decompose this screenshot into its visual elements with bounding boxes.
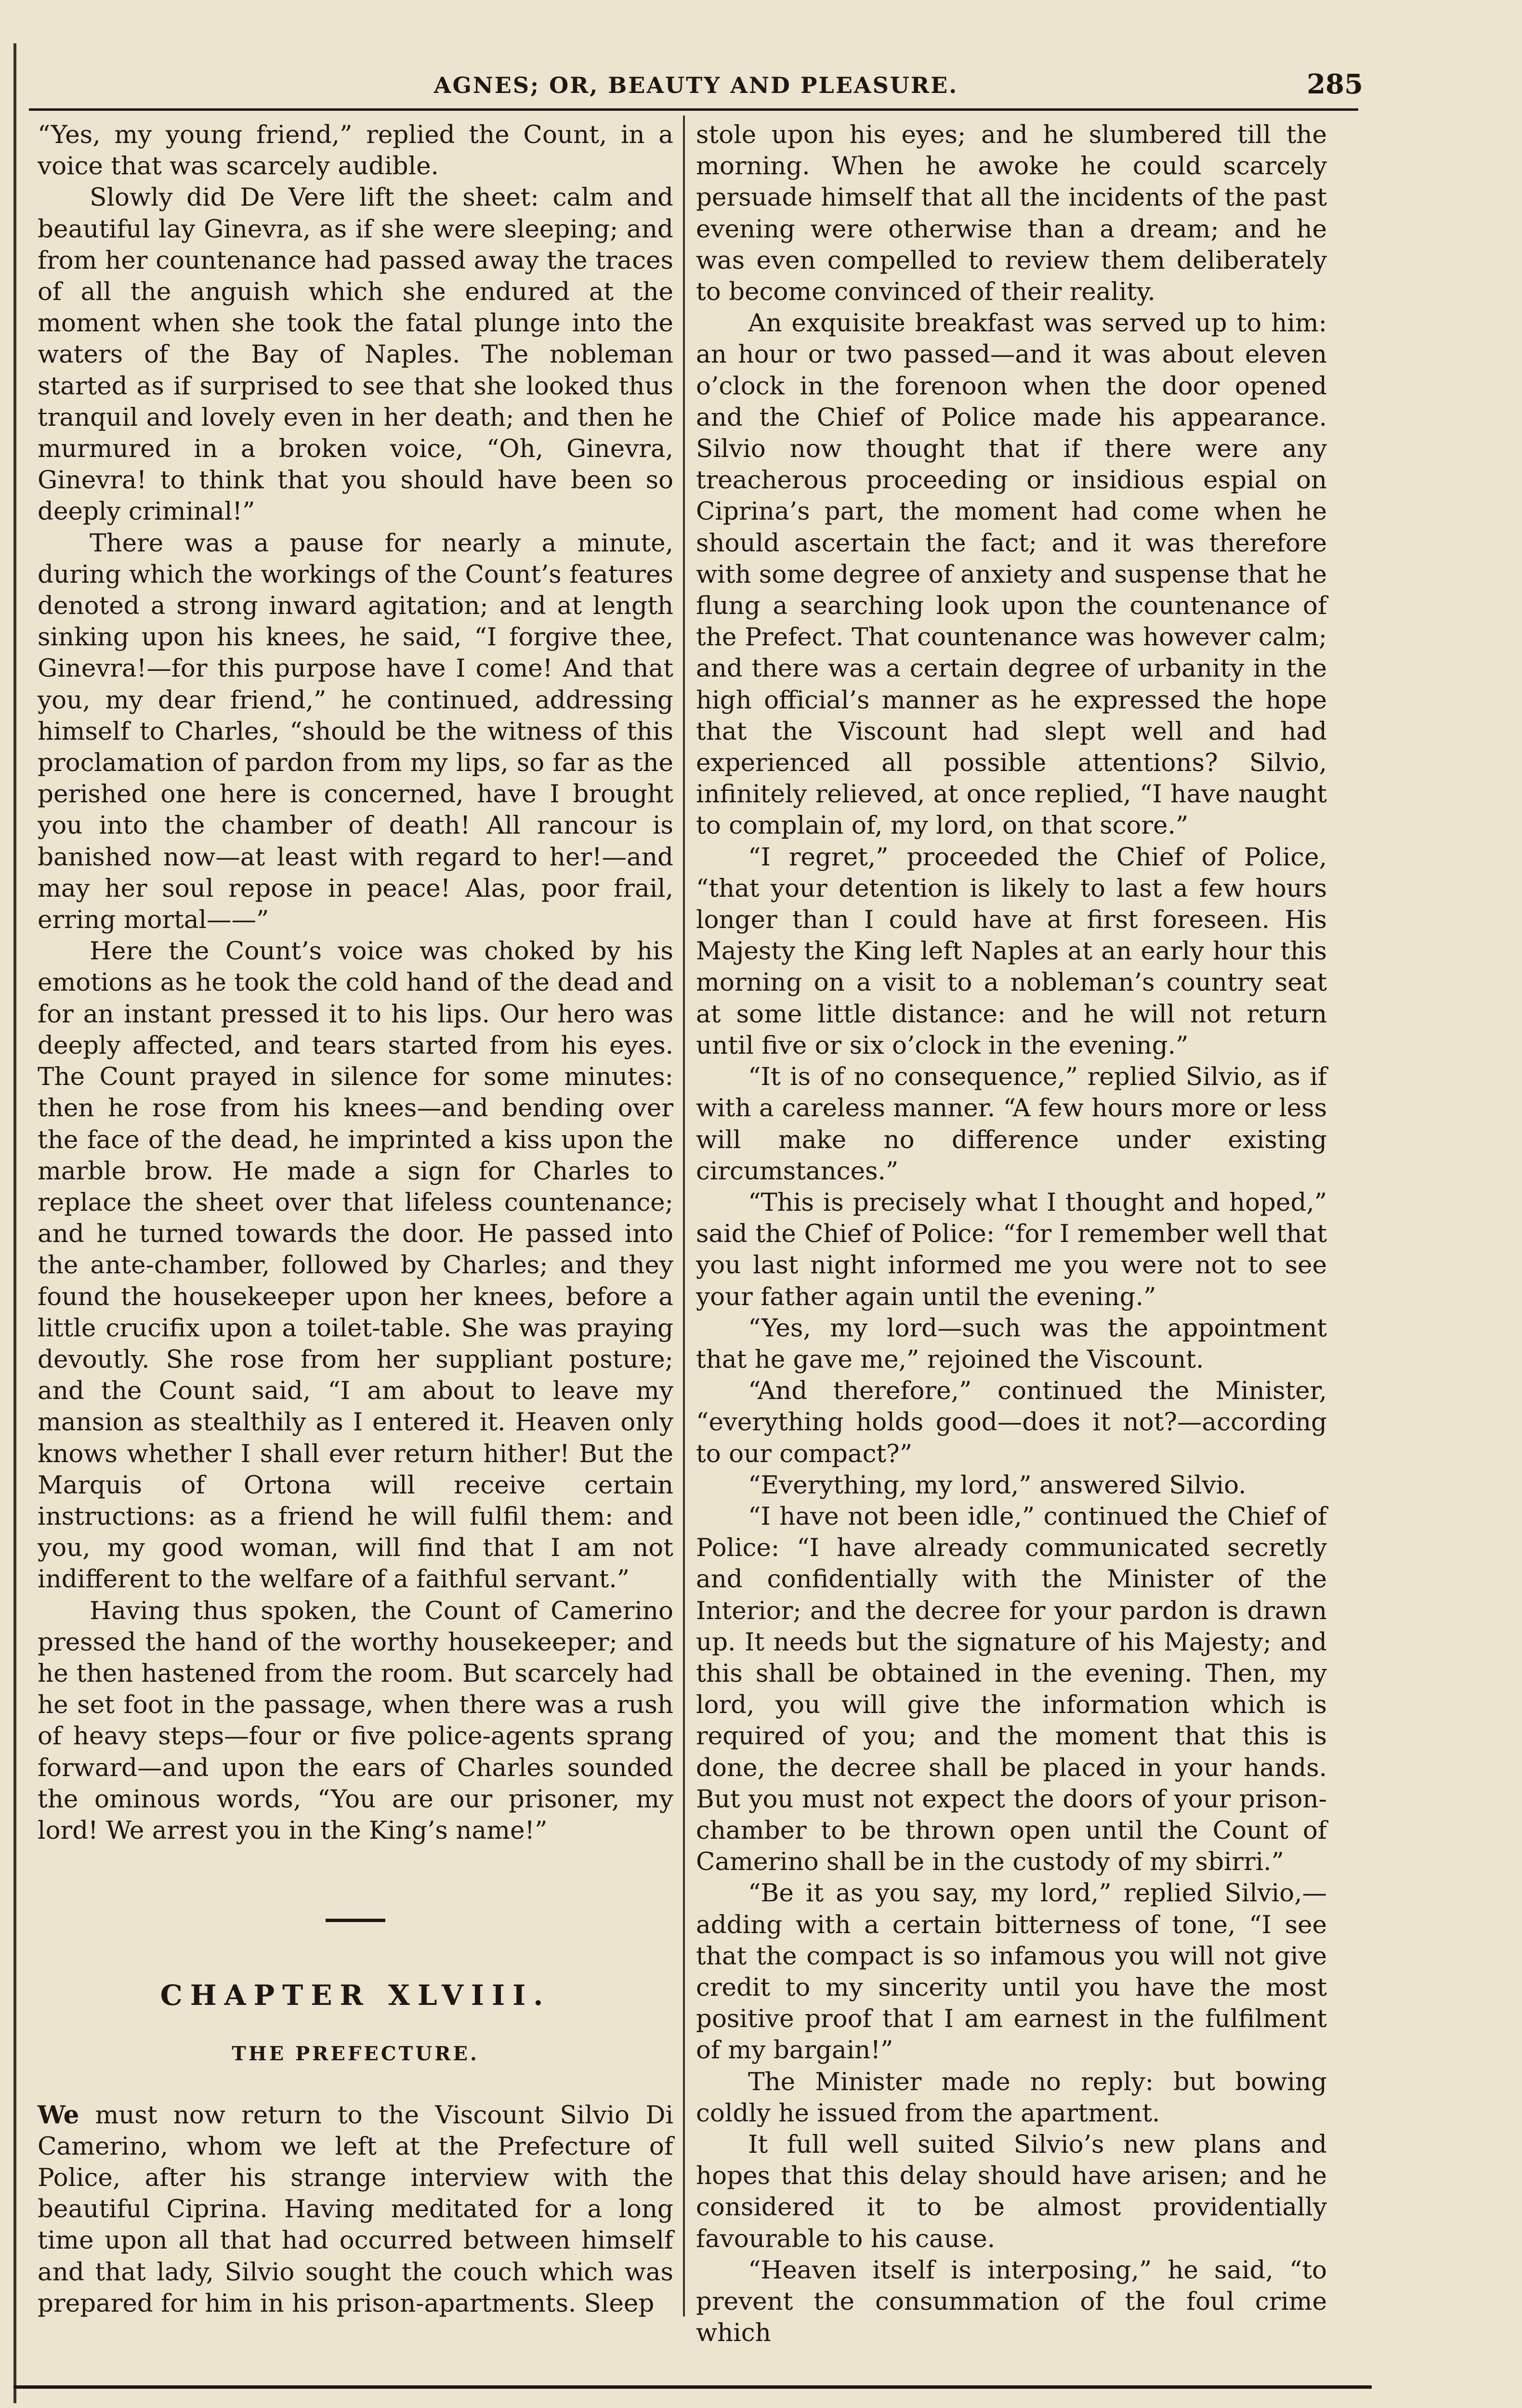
chapter-title: CHAPTER XLVIII. [160, 1979, 551, 2012]
chapter-subtitle: THE PREFECTURE. [232, 2042, 479, 2066]
paragraph: “This is precisely what I thought and hoped,” said the Chief of Police: “for I remember well that you last night informed me you were not to see your father again until the evening.” [696, 1188, 1327, 1311]
paragraph: stole upon his eyes; and he slumbered till the morning. When he awoke he could scarcely persuade himself that all the incidents of the past evening were otherwise than a dream; and he was even compelled to review them deliberately to become convinced of their reality. [696, 120, 1327, 307]
paragraph: Slowly did De Vere lift the sheet: calm and beautiful lay Ginevra, as if she were sleeping; and from her countenance had passed away the traces of all the anguish which she endured at the moment when she took the fatal plunge into the waters of the Bay of Naples. The nobleman started as if surprised to see that she looked thus tranquil and lovely even in her death; and then he murmured in a broken voice, “Oh, Ginevra, Ginevra! to think that you should have been so deeply criminal!” [38, 183, 673, 526]
paragraph: An exquisite breakfast was served up to him: an hour or two passed—and it was about eleven o’clock in the forenoon when the door opened and the Chief of Police made his appearance. Silvio now thought that if there were any treacherous proceeding or insidious espial on Ciprina’s part, the moment had come when he should ascertain the fact; and it was therefore with some degree of anxiety and suspense that he flung a searching look upon the countenance of the Prefect. That countenance was however calm; and there was a certain degree of urbanity in the high official’s manner as he expressed the hope that the Viscount had slept well and had experienced all possible attentions? Silvio, infinitely relieved, at once replied, “I have naught to complain of, my lord, on that score.” [696, 309, 1327, 840]
paragraph: “I have not been idle,” continued the Chief of Police: “I have already communicated secretly and confidentially with the Minister of the Interior; and the decree for your pardon is drawn up. It needs but the signature of his Majesty; and this shall be obtained in the evening. Then, my lord, you will give the information which is required of you; and the moment that this is done, the decree shall be placed in your hands. But you must not expect the doors of your prison-chamber to be thrown open until the Count of Camerino shall be in the custody of my sbirri.” [696, 1502, 1327, 1877]
chapter-lead-word: We [38, 2100, 79, 2130]
left-column [38, 119, 673, 2319]
bottom-rule [13, 2385, 1372, 2389]
page-header [29, 68, 1363, 106]
paragraph: “It is of no consequence,” replied Silvio, as if with a careless manner. “A few hours more or less will make no difference under existing circumstances.” [696, 1062, 1327, 1186]
chapter-opening-text: must now return to the Viscount Silvio Di Camerino, whom we left at the Prefecture of Police, after his strange interview with the beautiful Ciprina. Having meditated for a long time upon all that had occurred between himself and that lady, Silvio sought the couch which was prepared for him in his prison-apartments. Sleep [38, 2100, 673, 2318]
paragraph: The Minister made no reply: but bowing coldly he issued from the apartment. [696, 2067, 1327, 2128]
running-title: AGNES; OR, BEAUTY AND PLEASURE. [433, 72, 958, 98]
paragraph: “Be it as you say, my lord,” replied Silvio,—adding with a certain bitterness of tone, “I see that the compact is so infamous you will not give credit to my sincerity until you have the most positive proof that I am earnest in the fulfilment of my bargain!” [696, 1879, 1327, 2065]
paragraph: “And therefore,” continued the Minister, “everything holds good—does it not?—according to our compact?” [696, 1376, 1327, 1468]
paragraph: “Everything, my lord,” answered Silvio. [748, 1470, 1246, 1500]
paragraph: “Yes, my lord—such was the appointment that he gave me,” rejoined the Viscount. [696, 1313, 1327, 1374]
column-divider [683, 116, 685, 2316]
paragraph: Having thus spoken, the Count of Camerino pressed the hand of the worthy housekeeper; and he then hastened from the room. But scarcely had he set foot in the passage, when there was a rush of heavy steps—four or five police-agents sprang forward—and upon the ears of Charles sounded the ominous words, “You are our prisoner, my lord! We arrest you in the King’s name!” [38, 1596, 673, 1845]
paragraph: “Yes, my young friend,” replied the Count, in a voice that was scarcely audible. [38, 120, 673, 181]
chapter-divider [326, 1919, 385, 1922]
right-column [696, 119, 1327, 2349]
paragraph: “I regret,” proceeded the Chief of Police, “that your detention is likely to last a few hours longer than I could have at first foreseen. His Majesty the King left Naples at an early hour this morning on a visit to a nobleman’s country seat at some little distance: and he will not return until five or six o’clock in the evening.” [696, 842, 1327, 1060]
chapter-opening-paragraph [38, 2100, 673, 2319]
paragraph: There was a pause for nearly a minute, during which the workings of the Count’s features denoted a strong inward agitation; and at length sinking upon his knees, he said, “I forgive thee, Ginevra!—for this purpose have I come! And that you, my dear friend,” he continued, addressing himself to Charles, “should be the witness of this proclamation of pardon from my lips, so far as the perished one here is concerned, have I brought you into the chamber of death! All rancour is banished now—at least with regard to her!—and may her soul repose in peace! Alas, poor frail, erring mortal——” [38, 528, 673, 935]
paragraph: It full well suited Silvio’s new plans and hopes that this delay should have arisen; and he considered it to be almost providentially favourable to his cause. [696, 2130, 1327, 2253]
page-number: 285 [1307, 68, 1363, 100]
paragraph: “Heaven itself is interposing,” he said, “to prevent the consummation of the foul crime which [696, 2255, 1327, 2348]
paragraph: Here the Count’s voice was choked by his emotions as he took the cold hand of the dead and for an instant pressed it to his lips. Our hero was deeply affected, and tears started from his eyes. The Count prayed in silence for some minutes: then he rose from his knees—and bending over the face of the dead, he imprinted a kiss upon the marble brow. He made a sign for Charles to replace the sheet over that lifeless countenance; and he turned towards the door. He passed into the ante-chamber, followed by Charles; and they found the housekeeper upon her knees, before a little crucifix upon a toilet-table. She was praying devoutly. She rose from her suppliant posture; and the Count said, “I am about to leave my mansion as stealthily as I entered it. Heaven only knows whether I shall ever return hither! But the Marquis of Ortona will receive certain instructions: as a friend he will fulfil them: and you, my good woman, will find that I am not indifferent to the welfare of a faithful servant.” [38, 937, 673, 1594]
header-rule [29, 108, 1358, 111]
page-edge [13, 43, 16, 2403]
